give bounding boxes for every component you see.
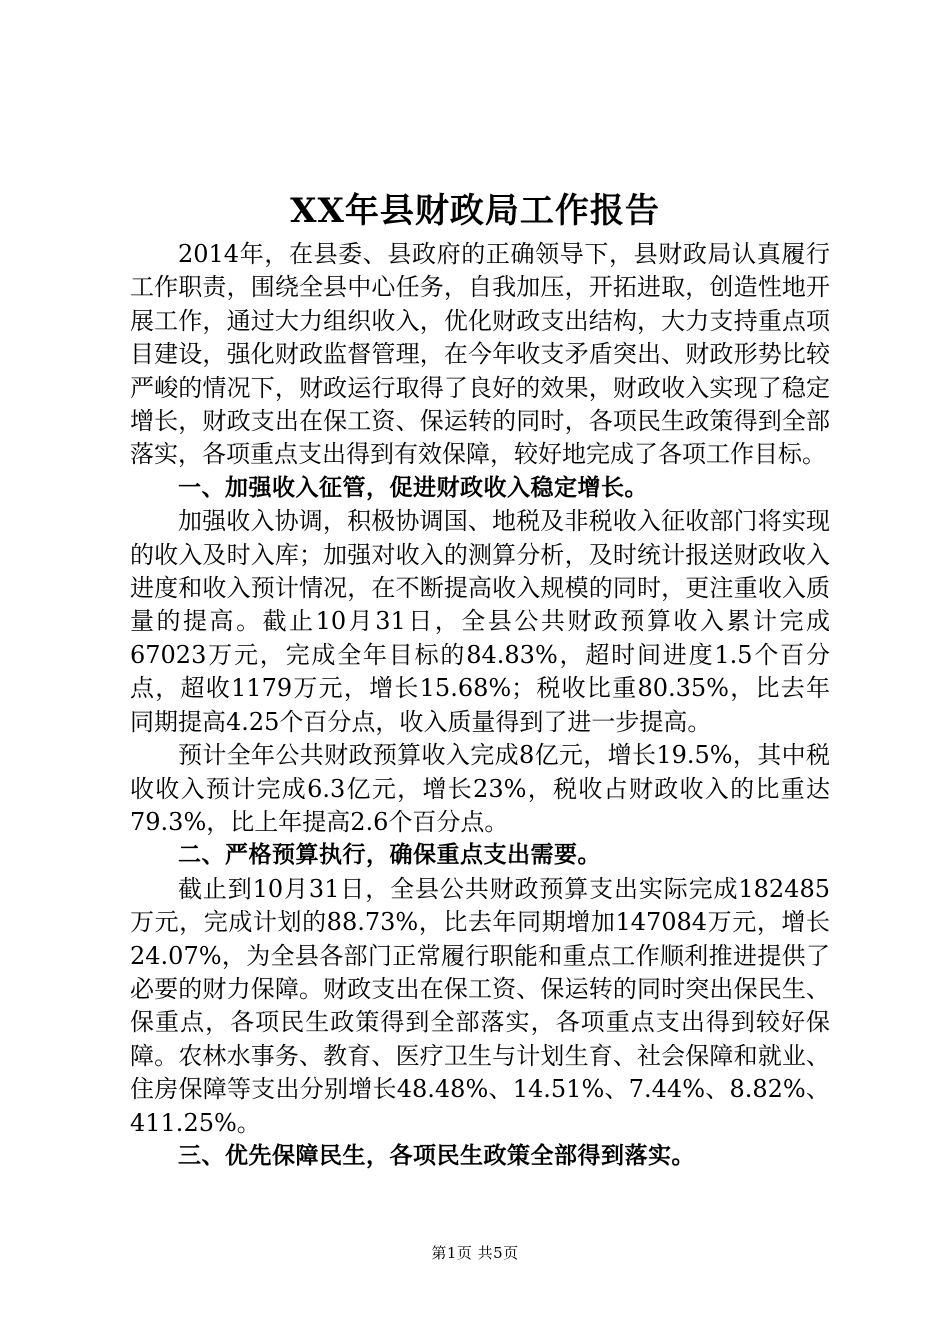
section-heading-1: 一、加强收入征管，促进财政收入稳定增长。 (178, 474, 648, 501)
paragraph-intro: 2014年，在县委、县政府的正确领导下，县财政局认真履行工作职责，围绕全县中心任务，自我加压，开拓进取，创造性地开展工作，通过大力组织收入，优化财政支出结构，大力支持重点项目建设，强化财政监督管理，在今年收支矛盾突出、财政形势比较严峻的情况下，财政运行取得了良好的效果，财政收入实现了稳定增长，财政支出在保工资、保运转的同时，各项民生政策得到全部落实，各项重点支出得到有效保障，较好地完成了各项工作目标。 (130, 240, 830, 469)
document-title: XX年县财政局工作报告 (290, 191, 660, 231)
paragraph-expenditure: 截止到10月31日，全县公共财政预算支出实际完成182485万元，完成计划的88.73%，比去年同期增加147084万元，增长24.07%，为全县各部门正常履行职能和重点工作顺利推进提供了必要的财力保障。财政支出在保工资、保运转的同时突出保民生、保重点，各项民生政策得到全部落实，各项重点支出得到较好保障。农林水事务、教育、医疗卫生与计划生育、社会保障和就业、住房保障等支出分别增长48.48%、14.51%、7.44%、8.82%、411.25%。 (130, 874, 830, 1137)
section-heading-2: 二、严格预算执行，确保重点支出需要。 (178, 842, 601, 869)
document-body (130, 238, 830, 1173)
page-footer: 第1页 共5页 (431, 1244, 519, 1262)
paragraph-revenue: 加强收入协调，积极协调国、地税及非税收入征收部门将实现的收入及时入库；加强对收入的测算分析，及时统计报送财政收入进度和收入预计情况，在不断提高收入规模的同时，更注重收入质量的提高。截止10月31日，全县公共财政预算收入累计完成67023万元，完成全年目标的84.83%，超时间进度1.5个百分点，超收1179万元，增长15.68%；税收比重80.35%，比去年同期提高4.25个百分点，收入质量得到了进一步提高。 (130, 507, 830, 736)
paragraph-revenue-forecast: 预计全年公共财政预算收入完成8亿元，增长19.5%，其中税收收入预计完成6.3亿元，增长23%，税收占财政收入的比重达79.3%，比上年提高2.6个百分点。 (130, 741, 830, 836)
section-heading-3: 三、优先保障民生，各项民生政策全部得到落实。 (178, 1142, 695, 1169)
